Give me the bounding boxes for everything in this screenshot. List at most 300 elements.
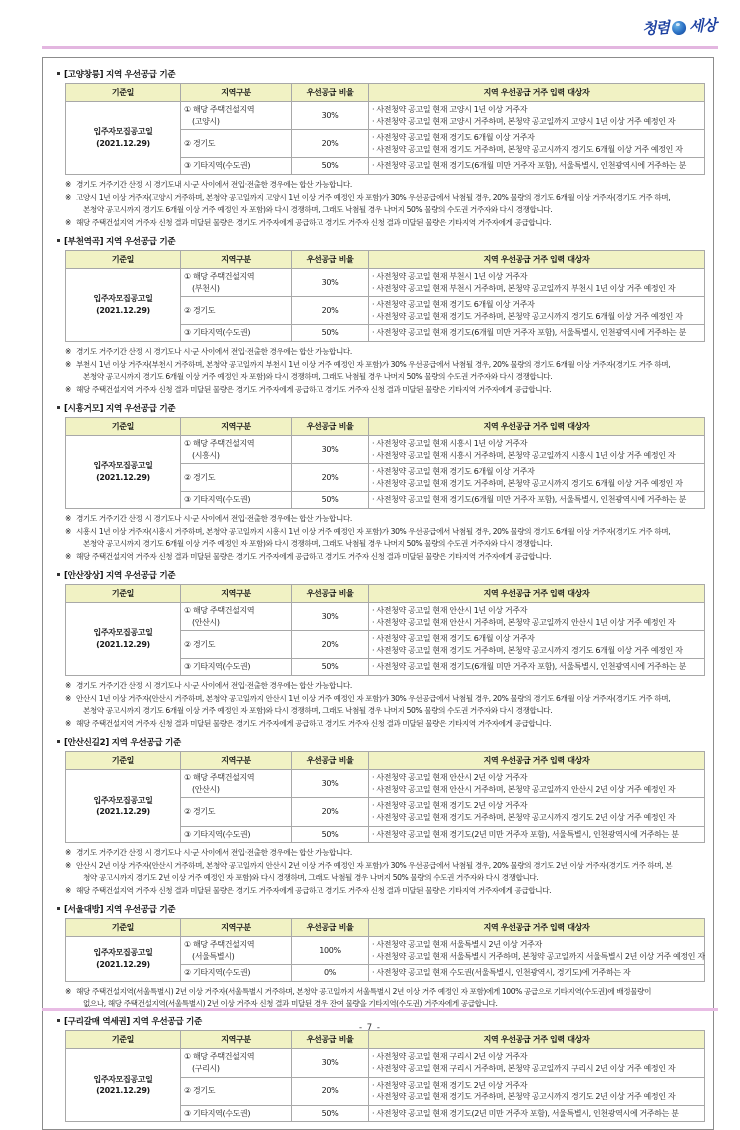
table-row: [66, 770, 705, 798]
reference-mark-icon: ※: [65, 218, 71, 228]
zone-main: ② 기타지역(수도권): [184, 968, 251, 978]
target-line: · 사전청약 공고일 현재 경기도(2년 미만 거주자 포함), 서울특별시, 인천광역시에 거주하는 분: [372, 829, 701, 841]
zone-sub: (시흥시): [192, 450, 220, 460]
target-line: · 사전청약 공고일 현재 경기도 6개월 이상 거주자: [372, 633, 701, 645]
target-cell: [369, 1077, 705, 1105]
target-cell: [369, 102, 705, 130]
zone-sub: (부천시): [192, 283, 220, 293]
col-header-rate: 우선공급 비율: [292, 585, 369, 603]
supply-rate-cell: 100%: [292, 937, 369, 965]
zone-cell: [181, 631, 292, 659]
col-header-date: 기준일: [66, 752, 181, 770]
col-header-rate: 우선공급 비율: [292, 418, 369, 436]
table-header-row: [66, 251, 705, 269]
zone-sub: (안산시): [192, 617, 220, 627]
col-header-date: 기준일: [66, 418, 181, 436]
note-item: [65, 986, 703, 1010]
supply-rate-cell: 50%: [292, 325, 369, 342]
note-text: [76, 680, 703, 692]
target-line: · 사전청약 공고일 현재 구리시 거주하며, 본청약 공고일까지 구리시 2년 이상 거주 예정인 자: [372, 1063, 701, 1075]
base-date-cell: [66, 269, 181, 342]
reference-mark-icon: ※: [65, 861, 71, 871]
zone-main: ② 경기도: [184, 306, 216, 316]
target-line: · 사전청약 공고일 현재 경기도 2년 이상 거주자: [372, 1080, 701, 1092]
target-cell: [369, 826, 705, 843]
target-line: · 사전청약 공고일 현재 경기도 거주하며, 본청약 공고시까지 경기도 2년 이상 거주 예정인 자: [372, 1091, 701, 1103]
zone-main: ① 해당 주택건설지역: [184, 105, 255, 114]
note-item: [65, 192, 703, 216]
target-cell: [369, 770, 705, 798]
zone-main: ① 해당 주택건설지역: [184, 773, 255, 783]
section-title-text: [안산신길2] 지역 우선공급 기준: [64, 738, 182, 749]
footer-divider: [42, 1008, 718, 1011]
base-date-line1: 입주자모집공고일: [93, 294, 153, 304]
note-line-1: 경기도 거주기간 산정 시 경기도내 시·군 사이에서 전입·전출한 경우에는 합산 가능합니다.: [76, 179, 352, 189]
note-item: [65, 680, 703, 692]
supply-rate-cell: 30%: [292, 1049, 369, 1077]
supply-rate-cell: 20%: [292, 297, 369, 325]
note-text: [76, 192, 703, 216]
note-line-1: 해당 주택건설지역(서울특별시) 2년 이상 거주자(서울특별시 거주하며, 본청약 공고일까지 서울특별시 2년 이상 거주 예정인 자 포함)에게 100% 공급으로 기타지역(수도권)에 배정물량이: [76, 986, 652, 996]
target-line: · 사전청약 공고일 현재 안산시 거주하며, 본청약 공고일까지 안산시 2년 이상 거주 예정인 자: [372, 784, 701, 796]
logo-text-right: 세상: [688, 16, 717, 36]
col-header-date: 기준일: [66, 585, 181, 603]
zone-cell: [181, 269, 292, 297]
supply-section: [53, 235, 703, 396]
zone-main: ① 해당 주택건설지역: [184, 606, 255, 616]
target-line: · 사전청약 공고일 현재 경기도(6개월 미만 거주자 포함), 서울특별시, 인천광역시에 거주하는 분: [372, 327, 701, 339]
col-header-target: 지역 우선공급 거주 입력 대상자: [369, 251, 705, 269]
base-date-line2: (2021.12.29): [96, 473, 150, 483]
zone-cell: [181, 130, 292, 158]
note-line-1: 해당 주택건설지역 거주자 신청 결과 미달된 물량은 경기도 거주자에게 공급하고 경기도 거주자 신청 결과 미달된 물량은 기타지역 거주자에게 공급합니다.: [76, 719, 552, 729]
col-header-target: 지역 우선공급 거주 입력 대상자: [369, 919, 705, 937]
note-line-2: 없으나, 해당 주택건설지역(서울특별시) 2년 이상 거주자 신청 결과 미달된 경우 잔여 물량을 기타지역(수도권) 거주자에게 공급합니다.: [83, 998, 498, 1008]
target-line: · 사전청약 공고일 현재 경기도(2년 미만 거주자 포함), 서울특별시, 인천광역시에 거주하는 분: [372, 1108, 701, 1120]
col-header-target: 지역 우선공급 거주 입력 대상자: [369, 1031, 705, 1049]
note-line-1: 안산시 1년 이상 거주자(안산시 거주하며, 본청약 공고일까지 안산시 1년 이상 거주 예정인 자 포함)가 30% 우선공급에서 낙첨될 경우, 20% 물량의 경기도 6개월 이상 거주자(경기도 거주 하며,: [76, 694, 671, 704]
note-item: [65, 551, 703, 563]
note-text: [76, 346, 703, 358]
base-date-line2: (2021.12.29): [96, 960, 150, 970]
supply-rate-cell: 30%: [292, 102, 369, 130]
zone-cell: [181, 965, 292, 982]
note-line-1: 경기도 거주기간 산정 시 경기도나 시·군 사이에서 전입·전출한 경우에는 합산 가능합니다.: [76, 848, 352, 858]
section-title: [57, 68, 703, 80]
header-divider: [42, 46, 718, 49]
supply-rate-cell: 20%: [292, 798, 369, 826]
table-header-row: [66, 585, 705, 603]
note-item: [65, 860, 703, 884]
note-line-1: 시흥시 1년 이상 거주자(시흥시 거주하며, 본청약 공고일까지 시흥시 1년 이상 거주 예정인 자 포함)가 30% 우선공급에서 낙첨될 경우, 20% 물량의 경기도 6개월 이상 거주자(경기도 거주 하며,: [76, 527, 671, 537]
content-frame: [42, 57, 714, 1130]
zone-cell: [181, 102, 292, 130]
note-line-2: 본청약 공고시까지 경기도 6개월 이상 거주 예정인 자 포함)와 다시 경쟁하며, 그래도 낙첨될 경우 나머지 50% 물량의 수도권 거주자와 다시 경쟁합니다.: [83, 706, 553, 716]
note-text: [76, 847, 703, 859]
bullet-icon: [57, 239, 60, 242]
table-row: [66, 603, 705, 631]
col-header-target: 지역 우선공급 거주 입력 대상자: [369, 585, 705, 603]
section-title-text: [시흥거모] 지역 우선공급 기준: [64, 404, 176, 415]
zone-cell: [181, 1077, 292, 1105]
target-cell: [369, 130, 705, 158]
note-text: [76, 860, 703, 884]
base-date-line2: (2021.12.29): [96, 306, 150, 316]
table-row: [66, 269, 705, 297]
zone-cell: [181, 436, 292, 464]
zone-main: ③ 기타지역(수도권): [184, 328, 251, 338]
target-line: · 사전청약 공고일 현재 경기도 6개월 이상 거주자: [372, 466, 701, 478]
note-item: [65, 693, 703, 717]
base-date-cell: [66, 436, 181, 509]
supply-rate-cell: 50%: [292, 492, 369, 509]
note-line-1: 해당 주택건설지역 거주자 신청 결과 미달된 물량은 경기도 거주자에게 공급하고 경기도 거주자 신청 결과 미달된 물량은 기타지역 거주자에게 공급합니다.: [76, 218, 552, 228]
supply-rate-cell: 20%: [292, 130, 369, 158]
col-header-rate: 우선공급 비율: [292, 752, 369, 770]
target-line: · 사전청약 공고일 현재 경기도 거주하며, 본청약 공고시까지 경기도 6개월 이상 거주 예정인 자: [372, 144, 701, 156]
zone-sub: (서울특별시): [192, 951, 235, 961]
note-item: [65, 217, 703, 229]
target-cell: [369, 1049, 705, 1077]
target-cell: [369, 798, 705, 826]
col-header-zone: 지역구분: [181, 251, 292, 269]
section-title-text: [고양창릉] 지역 우선공급 기준: [64, 70, 176, 80]
note-line-1: 고양시 1년 이상 거주자(고양시 거주하며, 본청약 공고일까지 고양시 1년 이상 거주 예정인 자 포함)가 30% 우선공급에서 낙첨될 경우, 20% 물량의 경기도 6개월 이상 거주자(경기도 거주 하며,: [76, 193, 671, 203]
zone-main: ② 경기도: [184, 473, 216, 483]
bullet-icon: [57, 740, 60, 743]
priority-supply-table: [65, 918, 705, 982]
section-title-text: [서울대방] 지역 우선공급 기준: [64, 905, 176, 916]
reference-mark-icon: ※: [65, 527, 71, 537]
col-header-date: 기준일: [66, 251, 181, 269]
section-title: [57, 903, 703, 915]
table-row: [66, 102, 705, 130]
target-cell: [369, 659, 705, 676]
table-row: [66, 937, 705, 965]
note-line-1: 경기도 거주기간 산정 시 경기도나 시·군 사이에서 전입·전출한 경우에는 합산 가능합니다.: [76, 681, 352, 691]
zone-cell: [181, 492, 292, 509]
reference-mark-icon: ※: [65, 385, 71, 395]
target-line: · 사전청약 공고일 현재 경기도(6개월 미만 거주자 포함), 서울특별시, 인천광역시에 거주하는 분: [372, 160, 701, 172]
note-item: [65, 179, 703, 191]
supply-rate-cell: 30%: [292, 269, 369, 297]
reference-mark-icon: ※: [65, 681, 71, 691]
col-header-zone: 지역구분: [181, 418, 292, 436]
reference-mark-icon: ※: [65, 347, 71, 356]
supply-section: [53, 569, 703, 730]
base-date-line1: 입주자모집공고일: [93, 628, 153, 638]
zone-sub: (안산시): [192, 784, 220, 794]
col-header-date: 기준일: [66, 1031, 181, 1049]
note-line-1: 해당 주택건설지역 거주자 신청 결과 미달된 물량은 경기도 거주자에게 공급하고 경기도 거주자 신청 결과 미달된 물량은 기타지역 거주자에게 공급합니다.: [76, 552, 552, 562]
supply-rate-cell: 20%: [292, 464, 369, 492]
base-date-line1: 입주자모집공고일: [93, 795, 153, 805]
notes-list: [65, 346, 703, 396]
zone-cell: [181, 937, 292, 965]
note-text: [76, 179, 703, 191]
target-cell: [369, 297, 705, 325]
notes-list: [65, 179, 703, 229]
bullet-icon: [57, 406, 60, 409]
target-line: · 사전청약 공고일 현재 경기도 거주하며, 본청약 공고시까지 경기도 6개월 이상 거주 예정인 자: [372, 478, 701, 490]
priority-supply-table: [65, 83, 705, 175]
note-item: [65, 718, 703, 730]
reference-mark-icon: ※: [65, 514, 71, 524]
supply-section: [53, 903, 703, 1009]
section-title-text: [부천역곡] 지역 우선공급 기준: [64, 237, 176, 248]
target-line: · 사전청약 공고일 현재 경기도(6개월 미만 거주자 포함), 서울특별시, 인천광역시에 거주하는 분: [372, 661, 701, 673]
zone-main: ① 해당 주택건설지역: [184, 272, 255, 282]
target-line: · 사전청약 공고일 현재 구리시 2년 이상 거주자: [372, 1051, 701, 1063]
supply-section: [53, 402, 703, 563]
target-line: · 사전청약 공고일 현재 시흥시 거주하며, 본청약 공고일까지 시흥시 1년 이상 거주 예정인 자: [372, 450, 701, 462]
note-line-1: 해당 주택건설지역 거주자 신청 결과 미달된 물량은 경기도 거주자에게 공급하고 경기도 거주자 신청 결과 미달된 물량은 기타지역 거주자에게 공급합니다.: [76, 886, 552, 896]
reference-mark-icon: ※: [65, 360, 71, 370]
target-line: · 사전청약 공고일 현재 경기도 6개월 이상 거주자: [372, 132, 701, 144]
note-text: [76, 986, 703, 1010]
note-item: [65, 885, 703, 897]
reference-mark-icon: ※: [65, 694, 71, 704]
zone-sub: (고양시): [192, 116, 220, 126]
col-header-rate: 우선공급 비율: [292, 919, 369, 937]
target-line: · 사전청약 공고일 현재 고양시 1년 이상 거주자: [372, 104, 701, 116]
target-line: · 사전청약 공고일 현재 부천시 거주하며, 본청약 공고일까지 부천시 1년 이상 거주 예정인 자: [372, 283, 701, 295]
brand-logo: [642, 14, 717, 39]
note-item: [65, 384, 703, 396]
col-header-zone: 지역구분: [181, 585, 292, 603]
supply-section: [53, 68, 703, 229]
priority-supply-table: [65, 250, 705, 342]
supply-section: [53, 736, 703, 897]
bullet-icon: [57, 907, 60, 910]
zone-cell: [181, 1105, 292, 1122]
note-text: [76, 526, 703, 550]
logo-text-left: 청렴: [641, 18, 670, 38]
note-item: [65, 847, 703, 859]
col-header-zone: 지역구분: [181, 919, 292, 937]
note-text: [76, 885, 703, 897]
col-header-date: 기준일: [66, 84, 181, 102]
reference-mark-icon: ※: [65, 886, 71, 896]
table-row: [66, 436, 705, 464]
base-date-line1: 입주자모집공고일: [93, 1074, 153, 1084]
col-header-target: 지역 우선공급 거주 입력 대상자: [369, 84, 705, 102]
note-item: [65, 359, 703, 383]
note-line-1: 해당 주택건설지역 거주자 신청 결과 미달된 물량은 경기도 거주자에게 공급하고 경기도 거주자 신청 결과 미달된 물량은 기타지역 거주자에게 공급합니다.: [76, 385, 552, 395]
col-header-rate: 우선공급 비율: [292, 84, 369, 102]
target-cell: [369, 965, 705, 982]
zone-main: ② 경기도: [184, 640, 216, 650]
target-cell: [369, 158, 705, 175]
note-line-2: 본청약 공고시까지 경기도 6개월 이상 거주 예정인 자 포함)와 다시 경쟁하며, 그래도 낙첨될 경우 나머지 50% 물량의 수도권 거주자와 다시 경쟁합니다.: [83, 205, 553, 214]
section-title: [57, 736, 703, 748]
col-header-rate: 우선공급 비율: [292, 1031, 369, 1049]
priority-supply-table: [65, 751, 705, 843]
priority-supply-table: [65, 1030, 705, 1122]
target-line: · 사전청약 공고일 현재 고양시 거주하며, 본청약 공고일까지 고양시 1년 이상 거주 예정인 자: [372, 116, 701, 128]
target-cell: [369, 1105, 705, 1122]
base-date-line2: (2021.12.29): [96, 1086, 150, 1096]
notes-list: [65, 986, 703, 1010]
supply-rate-cell: 50%: [292, 158, 369, 175]
table-header-row: [66, 418, 705, 436]
supply-rate-cell: 50%: [292, 1105, 369, 1122]
note-line-1: 부천시 1년 이상 거주자(부천시 거주하며, 본청약 공고일까지 부천시 1년 이상 거주 예정인 자 포함)가 30% 우선공급에서 낙첨될 경우, 20% 물량의 경기도 6개월 이상 거주자(경기도 거주 하며,: [76, 360, 671, 370]
reference-mark-icon: ※: [65, 552, 71, 562]
note-line-1: 경기도 거주기간 산정 시 경기도나 시·군 사이에서 전입·전출한 경우에는 합산 가능합니다.: [76, 347, 352, 356]
zone-cell: [181, 325, 292, 342]
zone-main: ③ 기타지역(수도권): [184, 829, 251, 839]
target-cell: [369, 603, 705, 631]
target-line: · 사전청약 공고일 현재 경기도 6개월 이상 거주자: [372, 299, 701, 311]
table-header-row: [66, 752, 705, 770]
zone-cell: [181, 826, 292, 843]
note-item: [65, 513, 703, 525]
supply-rate-cell: 20%: [292, 631, 369, 659]
supply-rate-cell: 50%: [292, 659, 369, 676]
note-item: [65, 346, 703, 358]
col-header-zone: 지역구분: [181, 84, 292, 102]
table-row: [66, 1049, 705, 1077]
target-cell: [369, 492, 705, 509]
reference-mark-icon: ※: [65, 986, 71, 996]
zone-main: ③ 기타지역(수도권): [184, 495, 251, 505]
zone-main: ③ 기타지역(수도권): [184, 1108, 251, 1118]
col-header-zone: 지역구분: [181, 752, 292, 770]
supply-rate-cell: 20%: [292, 1077, 369, 1105]
note-line-1: 경기도 거주기간 산정 시 경기도나 시·군 사이에서 전입·전출한 경우에는 합산 가능합니다.: [76, 514, 352, 524]
target-line: · 사전청약 공고일 현재 경기도 거주하며, 본청약 공고시까지 경기도 2년 이상 거주 예정인 자: [372, 812, 701, 824]
reference-mark-icon: ※: [65, 848, 71, 858]
target-line: · 사전청약 공고일 현재 경기도(6개월 미만 거주자 포함), 서울특별시, 인천광역시에 거주하는 분: [372, 494, 701, 506]
notes-list: [65, 847, 703, 897]
supply-rate-cell: 0%: [292, 965, 369, 982]
target-line: · 사전청약 공고일 현재 안산시 거주하며, 본청약 공고일까지 안산시 1년 이상 거주 예정인 자: [372, 617, 701, 629]
zone-main: ① 해당 주택건설지역: [184, 439, 255, 449]
zone-main: ① 해당 주택건설지역: [184, 1052, 255, 1062]
section-title-text: [구리갈매 역세권] 지역 우선공급 기준: [64, 1017, 203, 1028]
section-title: [57, 235, 703, 247]
zone-main: ③ 기타지역(수도권): [184, 161, 251, 171]
note-text: [76, 384, 703, 396]
base-date-line1: 입주자모집공고일: [93, 461, 153, 471]
section-title: [57, 402, 703, 414]
bullet-icon: [57, 72, 60, 75]
zone-cell: [181, 464, 292, 492]
zone-cell: [181, 603, 292, 631]
note-text: [76, 359, 703, 383]
target-cell: [369, 464, 705, 492]
target-cell: [369, 631, 705, 659]
zone-cell: [181, 798, 292, 826]
zone-cell: [181, 297, 292, 325]
table-header-row: [66, 919, 705, 937]
target-line: · 사전청약 공고일 현재 안산시 1년 이상 거주자: [372, 605, 701, 617]
zone-main: ② 경기도: [184, 807, 216, 817]
note-text: [76, 693, 703, 717]
supply-rate-cell: 50%: [292, 826, 369, 843]
note-line-2: 본청약 공고시까지 경기도 6개월 이상 거주 예정인 자 포함)와 다시 경쟁하며, 그래도 낙첨될 경우 나머지 50% 물량의 수도권 거주자와 다시 경쟁합니다.: [83, 539, 553, 549]
base-date-cell: [66, 102, 181, 175]
supply-rate-cell: 30%: [292, 603, 369, 631]
section-title-text: [안산장상] 지역 우선공급 기준: [64, 571, 176, 582]
zone-main: ③ 기타지역(수도권): [184, 662, 251, 672]
section-title: [57, 569, 703, 581]
page-header: [0, 0, 740, 52]
target-cell: [369, 325, 705, 342]
target-cell: [369, 937, 705, 965]
note-text: [76, 217, 703, 229]
col-header-target: 지역 우선공급 거주 입력 대상자: [369, 752, 705, 770]
target-line: · 사전청약 공고일 현재 경기도 거주하며, 본청약 공고시까지 경기도 6개월 이상 거주 예정인 자: [372, 645, 701, 657]
supply-rate-cell: 30%: [292, 770, 369, 798]
notes-list: [65, 680, 703, 730]
target-line: · 사전청약 공고일 현재 경기도 거주하며, 본청약 공고시까지 경기도 6개월 이상 거주 예정인 자: [372, 311, 701, 323]
zone-cell: [181, 659, 292, 676]
base-date-line2: (2021.12.29): [96, 807, 150, 817]
target-line: · 사전청약 공고일 현재 안산시 2년 이상 거주자: [372, 772, 701, 784]
note-text: [76, 513, 703, 525]
note-line-2: 청약 공고시까지 경기도 2년 이상 거주 예정인 자 포함)와 다시 경쟁하며, 그래도 낙첨될 경우 나머지 50% 물량의 수도권 거주자와 다시 경쟁합니다.: [83, 873, 539, 883]
note-text: [76, 718, 703, 730]
notes-list: [65, 513, 703, 563]
base-date-cell: [66, 603, 181, 676]
note-item: [65, 526, 703, 550]
target-line: · 사전청약 공고일 현재 수도권(서울특별시, 인천광역시, 경기도)에 거주하는 자: [372, 967, 701, 979]
base-date-cell: [66, 937, 181, 982]
reference-mark-icon: ※: [65, 719, 71, 729]
col-header-date: 기준일: [66, 919, 181, 937]
zone-sub: (구리시): [192, 1064, 220, 1074]
target-line: · 사전청약 공고일 현재 서울특별시 2년 이상 거주자: [372, 939, 701, 951]
priority-supply-table: [65, 584, 705, 676]
zone-cell: [181, 770, 292, 798]
zone-cell: [181, 1049, 292, 1077]
target-cell: [369, 436, 705, 464]
target-line: · 사전청약 공고일 현재 부천시 1년 이상 거주자: [372, 271, 701, 283]
zone-main: ② 경기도: [184, 1086, 216, 1096]
note-line-1: 안산시 2년 이상 거주자(안산시 거주하며, 본청약 공고일까지 안산시 2년 이상 거주 예정인 자 포함)가 30% 우선공급에서 낙첨될 경우, 20% 물량의 경기도 2년 이상 거주자(경기도 거주 하며, 본: [76, 861, 673, 871]
col-header-zone: 지역구분: [181, 1031, 292, 1049]
table-header-row: [66, 84, 705, 102]
globe-icon: [672, 20, 687, 35]
col-header-rate: 우선공급 비율: [292, 251, 369, 269]
table-header-row: [66, 1031, 705, 1049]
reference-mark-icon: ※: [65, 193, 71, 203]
reference-mark-icon: ※: [65, 179, 71, 189]
page-number: - 7 -: [359, 1023, 381, 1033]
target-line: · 사전청약 공고일 현재 서울특별시 거주하며, 본청약 공고일까지 서울특별시 2년 이상 거주 예정인 자: [372, 951, 701, 963]
zone-cell: [181, 158, 292, 175]
base-date-cell: [66, 1049, 181, 1122]
note-line-2: 본청약 공고시까지 경기도 6개월 이상 거주 예정인 자 포함)와 다시 경쟁하며, 그래도 낙첨될 경우 나머지 50% 물량의 수도권 거주자와 다시 경쟁합니다.: [83, 372, 553, 382]
target-cell: [369, 269, 705, 297]
base-date-cell: [66, 770, 181, 843]
base-date-line1: 입주자모집공고일: [93, 127, 153, 137]
note-text: [76, 551, 703, 563]
base-date-line2: (2021.12.29): [96, 640, 150, 650]
zone-main: ① 해당 주택건설지역: [184, 940, 255, 950]
base-date-line1: 입주자모집공고일: [93, 948, 153, 958]
col-header-target: 지역 우선공급 거주 입력 대상자: [369, 418, 705, 436]
target-line: · 사전청약 공고일 현재 시흥시 1년 이상 거주자: [372, 438, 701, 450]
zone-main: ② 경기도: [184, 138, 216, 148]
priority-supply-table: [65, 417, 705, 509]
base-date-line2: (2021.12.29): [96, 138, 150, 148]
bullet-icon: [57, 573, 60, 576]
target-line: · 사전청약 공고일 현재 경기도 2년 이상 거주자: [372, 800, 701, 812]
supply-rate-cell: 30%: [292, 436, 369, 464]
